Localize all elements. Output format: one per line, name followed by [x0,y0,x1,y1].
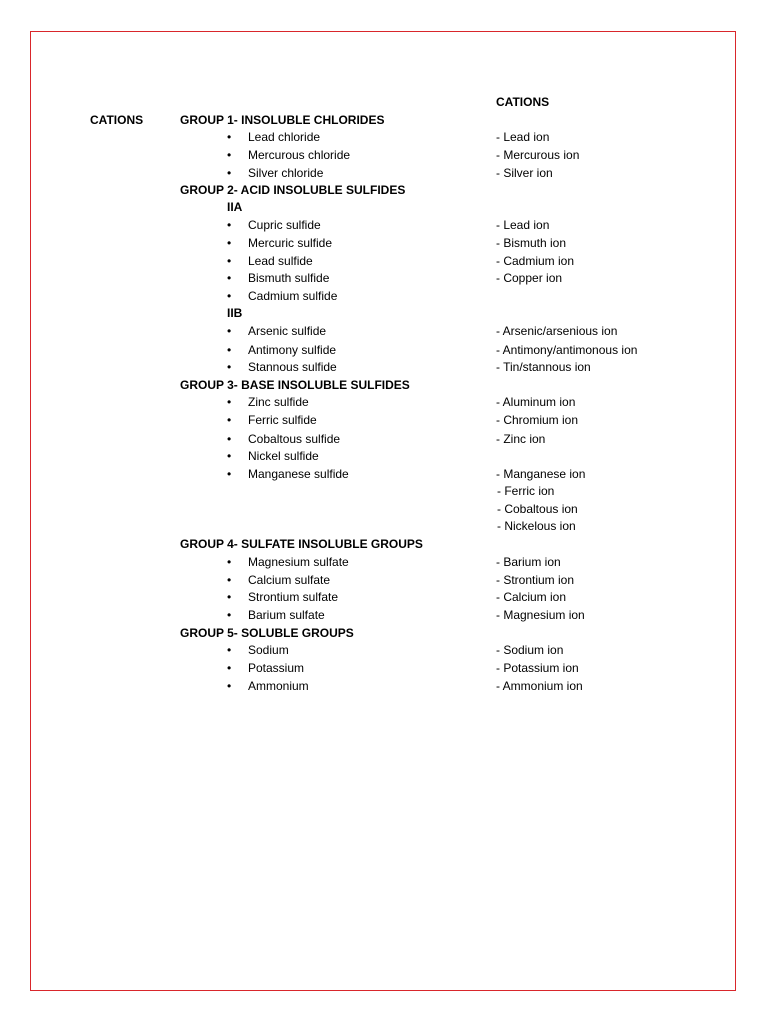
compound: Stannous sulfide [248,360,337,374]
list-item [0,553,768,571]
bullet: • [227,289,232,303]
bullet: • [227,236,232,250]
list-item [0,269,768,287]
ion: - Aluminum ion [496,395,576,409]
list-item [0,322,768,340]
compound: Mercuric sulfide [248,236,333,250]
compound: Cadmium sulfide [248,289,338,303]
ion: - Lead ion [496,218,550,232]
bullet: • [227,130,232,144]
ion: - Ferric ion [497,484,555,498]
ion: - Zinc ion [496,432,546,446]
list-item [0,252,768,270]
list-item [0,641,768,659]
list-item [0,411,768,429]
list-item [0,606,768,624]
compound: Antimony sulfide [248,343,337,357]
bullet: • [227,324,232,338]
list-item [0,358,768,376]
compound: Mercurous chloride [248,148,351,162]
ion-continuation [0,517,768,535]
bullet: • [227,166,232,180]
ion: - Tin/stannous ion [496,360,591,374]
bullet: • [227,413,232,427]
ion: - Antimony/antimonous ion [496,343,638,357]
bullet: • [227,432,232,446]
bullet: • [227,271,232,285]
bullet: • [227,679,232,693]
compound: Barium sulfate [248,608,325,622]
group-2-title-row [0,181,768,199]
subgroup-iib-row [0,304,768,322]
compound: Ferric sulfide [248,413,317,427]
bullet: • [227,573,232,587]
ion: - Copper ion [496,271,563,285]
list-item [0,234,768,252]
list-item [0,588,768,606]
ion: - Cobaltous ion [497,502,578,516]
bullet: • [227,254,232,268]
list-item [0,164,768,182]
bullet: • [227,467,232,481]
bullet: • [227,643,232,657]
bullet: • [227,148,232,162]
bullet: • [227,608,232,622]
list-item [0,216,768,234]
subgroup-iia-row [0,198,768,216]
bullet: • [227,360,232,374]
bullet: • [227,449,232,463]
compound: Calcium sulfate [248,573,331,587]
group-title: GROUP 5- SOLUBLE GROUPS [180,626,354,640]
ion: - Barium ion [496,555,561,569]
compound: Arsenic sulfide [248,324,327,338]
subgroup-label: IIA [227,200,243,214]
compound: Strontium sulfate [248,590,339,604]
ion: - Chromium ion [496,413,579,427]
list-item [0,571,768,589]
ion: - Mercurous ion [496,148,580,162]
bullet: • [227,395,232,409]
compound: Lead chloride [248,130,321,144]
ion: - Ammonium ion [496,679,583,693]
ion: - Calcium ion [496,590,567,604]
ion: - Strontium ion [496,573,575,587]
compound: Nickel sulfide [248,449,319,463]
left-column-title: CATIONS [90,113,144,127]
list-item [0,341,768,359]
ion: - Nickelous ion [497,519,576,533]
ion: - Arsenic/arsenious ion [496,324,618,338]
group-title: GROUP 3- BASE INSOLUBLE SULFIDES [180,378,410,392]
group-5-title-row [0,624,768,642]
group-title: GROUP 4- SULFATE INSOLUBLE GROUPS [180,537,423,551]
list-item [0,128,768,146]
compound: Sodium [248,643,289,657]
compound: Cupric sulfide [248,218,321,232]
group-title: GROUP 1- INSOLUBLE CHLORIDES [180,113,385,127]
compound: Zinc sulfide [248,395,309,409]
ion-continuation [0,482,768,500]
list-item [0,146,768,164]
compound: Ammonium [248,679,309,693]
list-item [0,393,768,411]
group-title: GROUP 2- ACID INSOLUBLE SULFIDES [180,183,406,197]
bullet: • [227,555,232,569]
right-column-title: CATIONS [496,95,550,109]
group-3-title-row [0,376,768,394]
list-item [0,465,768,483]
bullet: • [227,343,232,357]
bullet: • [227,218,232,232]
group-1-title-row [0,111,768,129]
ion: - Magnesium ion [496,608,585,622]
subgroup-label: IIB [227,306,243,320]
ion-continuation [0,500,768,518]
ion: - Sodium ion [496,643,564,657]
list-item [0,287,768,305]
ion: - Silver ion [496,166,553,180]
bullet: • [227,590,232,604]
ion: - Manganese ion [496,467,586,481]
list-item [0,677,768,695]
compound: Cobaltous sulfide [248,432,341,446]
ion: - Lead ion [496,130,550,144]
compound: Manganese sulfide [248,467,349,481]
compound: Potassium [248,661,305,675]
ion: - Potassium ion [496,661,579,675]
list-item [0,659,768,677]
header-row [0,93,768,111]
compound: Lead sulfide [248,254,313,268]
bullet: • [227,661,232,675]
group-4-title-row [0,535,768,553]
compound: Silver chloride [248,166,324,180]
compound: Magnesium sulfate [248,555,349,569]
compound: Bismuth sulfide [248,271,330,285]
ion: - Bismuth ion [496,236,567,250]
ion: - Cadmium ion [496,254,575,268]
list-item [0,430,768,448]
list-item [0,447,768,465]
